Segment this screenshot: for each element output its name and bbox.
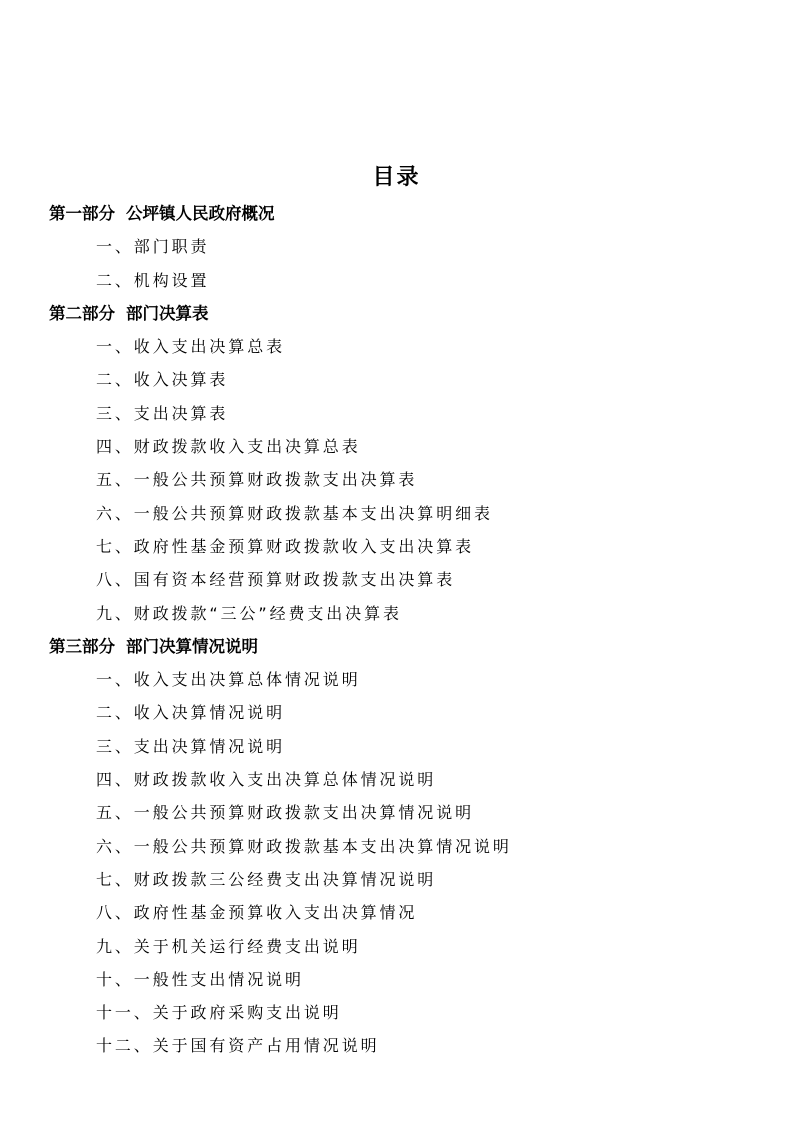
toc-item: 二、机构设置: [96, 270, 210, 290]
toc-part-2: [0, 297, 793, 330]
toc-item: 八、国有资本经营预算财政拨款支出决算表: [96, 570, 456, 590]
toc-item: 五、一般公共预算财政拨款支出决算情况说明: [96, 803, 475, 823]
toc-item: 五、一般公共预算财政拨款支出决算表: [96, 470, 418, 490]
part-name: 部门决算表: [126, 303, 209, 323]
toc-item: 三、支出决算表: [96, 403, 229, 423]
part-number: 第三部分: [49, 636, 115, 656]
toc-item: 九、财政拨款“三公”经费支出决算表: [96, 603, 402, 623]
part-number: 第一部分: [49, 204, 115, 223]
toc-item: 四、财政拨款收入支出决算总体情况说明: [96, 770, 437, 790]
toc-item: 一、收入支出决算总体情况说明: [96, 670, 361, 690]
toc-item: 一、收入支出决算总表: [96, 337, 286, 357]
toc-title: 目录: [372, 165, 421, 190]
toc-item: 一、部门职责: [96, 237, 210, 257]
toc-item: 二、收入决算情况说明: [96, 703, 286, 723]
toc-item: 八、政府性基金预算收入支出决算情况: [96, 903, 418, 923]
toc-item: 十一、关于政府采购支出说明: [96, 1003, 342, 1023]
part-number: 第二部分: [49, 303, 115, 323]
toc-item: 十、一般性支出情况说明: [96, 969, 304, 989]
toc-item: 十二、关于国有资产占用情况说明: [96, 1036, 380, 1056]
toc-item: 七、政府性基金预算财政拨款收入支出决算表: [96, 536, 475, 556]
part-name: 部门决算情况说明: [126, 636, 258, 656]
table-of-contents: [0, 197, 793, 1063]
toc-item: 九、关于机关运行经费支出说明: [96, 936, 361, 956]
toc-item: 四、财政拨款收入支出决算总表: [96, 437, 361, 457]
toc-item: 二、收入决算表: [96, 370, 229, 390]
toc-part-3: [0, 630, 793, 663]
toc-item: 三、支出决算情况说明: [96, 736, 286, 756]
toc-item: 六、一般公共预算财政拨款基本支出决算明细表: [96, 503, 493, 523]
toc-item: 六、一般公共预算财政拨款基本支出决算情况说明: [96, 836, 512, 856]
toc-part-1: [0, 197, 793, 230]
part-name: 公坪镇人民政府概况: [126, 204, 275, 223]
toc-item: 七、财政拨款三公经费支出决算情况说明: [96, 869, 437, 889]
